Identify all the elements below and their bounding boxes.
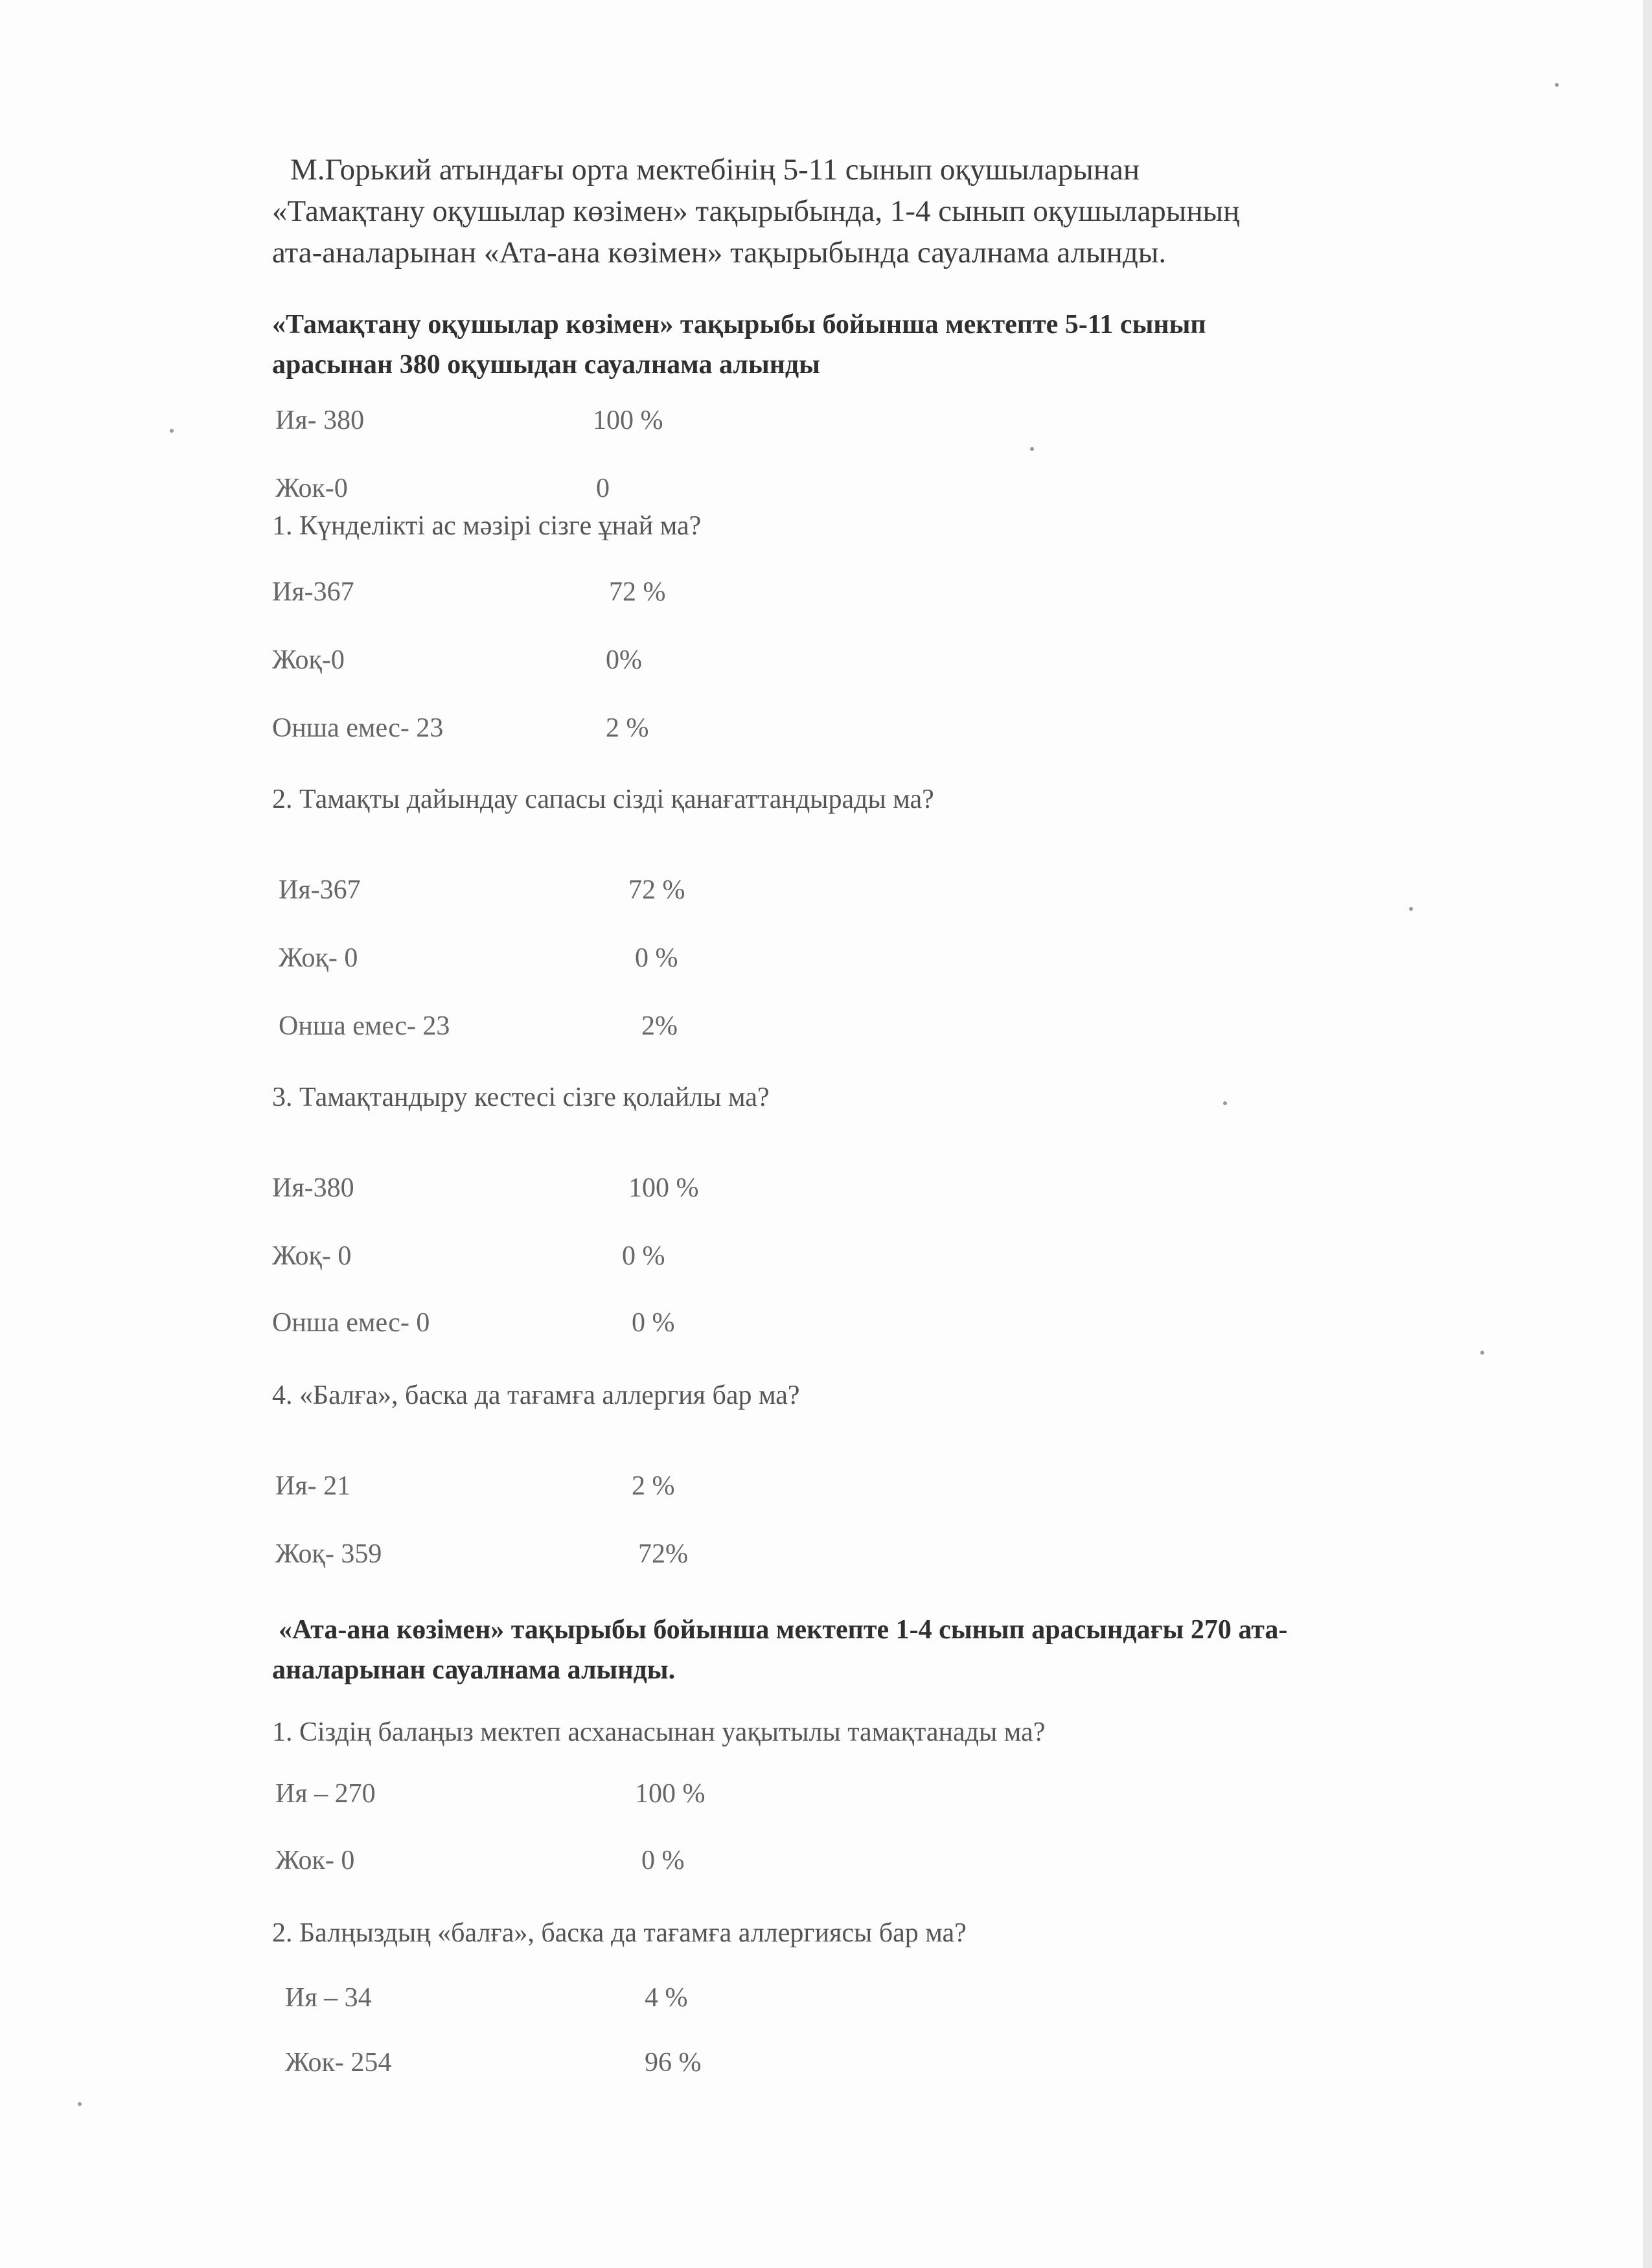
answer-label: Жок- 0 [275,1846,355,1875]
scan-speck [1409,907,1413,911]
answer-value: 2 % [606,713,649,743]
section1-heading [272,304,1535,385]
answer-label: Жоқ-0 [272,645,345,675]
answer-value: 72 % [609,577,666,607]
scan-speck [1480,1351,1484,1355]
section2-heading [272,1610,1535,1690]
answer-value: 96 % [645,2048,702,2078]
answer-label: Онша емес- 23 [279,1011,450,1041]
section1-heading-line: арасынан 380 оқушыдан сауалнама алынды [272,350,820,380]
answer-label: Ия – 34 [285,1983,372,2013]
section2-heading-line: аналарынан сауалнама алынды. [272,1655,676,1685]
scan-speck [1223,1101,1227,1105]
answer-value: 2% [641,1011,678,1041]
answer-value: 72% [638,1539,688,1569]
answer-value: 2 % [632,1471,675,1501]
scan-speck [170,429,174,433]
intro-paragraph [272,149,1535,273]
answer-label: Жоқ- 0 [279,943,358,973]
answer-value: 0 % [622,1241,665,1271]
answer-value: 72 % [628,875,685,905]
answer-label: Онша емес- 23 [272,713,444,743]
scan-speck [78,2102,82,2106]
survey-question: 3. Тамақтандыру кестесі сізге қолайлы ма? [272,1082,770,1112]
survey-question: 1. Сіздің балаңыз мектеп асханасынан уақытылы тамақтанады ма? [272,1717,1046,1747]
scan-edge-shadow [1643,0,1652,2268]
section1-heading-line: «Тамақтану оқушылар көзімен» тақырыбы бойынша мектепте 5-11 сынып [272,310,1206,339]
answer-value: 0 % [635,943,678,973]
answer-label: Жоқ- 359 [275,1539,382,1569]
section2-heading-line: «Ата-ана көзімен» тақырыбы бойынша мектепте 1-4 сынып арасындағы 270 ата- [279,1615,1288,1645]
scan-speck [1555,83,1559,87]
answer-label: Онша емес- 0 [272,1308,430,1338]
answer-label: Жок-0 [275,474,348,503]
answer-value: 4 % [645,1983,688,2013]
answer-value: 0 % [632,1308,675,1338]
answer-value: 0 % [641,1846,685,1875]
answer-label: Ия- 380 [275,406,365,435]
answer-value: 100 % [628,1173,699,1203]
answer-label: Ия-380 [272,1173,354,1203]
survey-question: 4. «Балға», баска да тағамға аллергия бар ма? [272,1380,800,1410]
answer-label: Жоқ- 0 [272,1241,352,1271]
scan-speck [1030,447,1034,451]
answer-label: Ия- 21 [275,1471,351,1501]
intro-line: М.Горький атындағы орта мектебінің 5-11 сынып оқушыларынан [290,153,1140,187]
answer-value: 0 [596,474,610,503]
answer-value: 100 % [635,1779,706,1809]
answer-label: Жок- 254 [285,2048,392,2078]
answer-label: Ия – 270 [275,1779,376,1809]
answer-value: 0% [606,645,642,675]
survey-question: 2. Тамақты дайындау сапасы сізді қанағаттандырады ма? [272,785,934,814]
intro-line: ата-аналарынан «Ата-ана көзімен» тақырыбында сауалнама алынды. [272,236,1167,269]
answer-value: 100 % [593,406,663,435]
answer-label: Ия-367 [272,577,354,607]
answer-label: Ия-367 [279,875,361,905]
intro-line: «Тамақтану оқушылар көзімен» тақырыбында, 1-4 сынып оқушыларының [272,194,1240,228]
survey-question: 1. Күнделікті ас мәзірі сізге ұнай ма? [272,511,702,541]
survey-question: 2. Балңыздың «балға», баска да тағамға аллергиясы бар ма? [272,1918,967,1948]
